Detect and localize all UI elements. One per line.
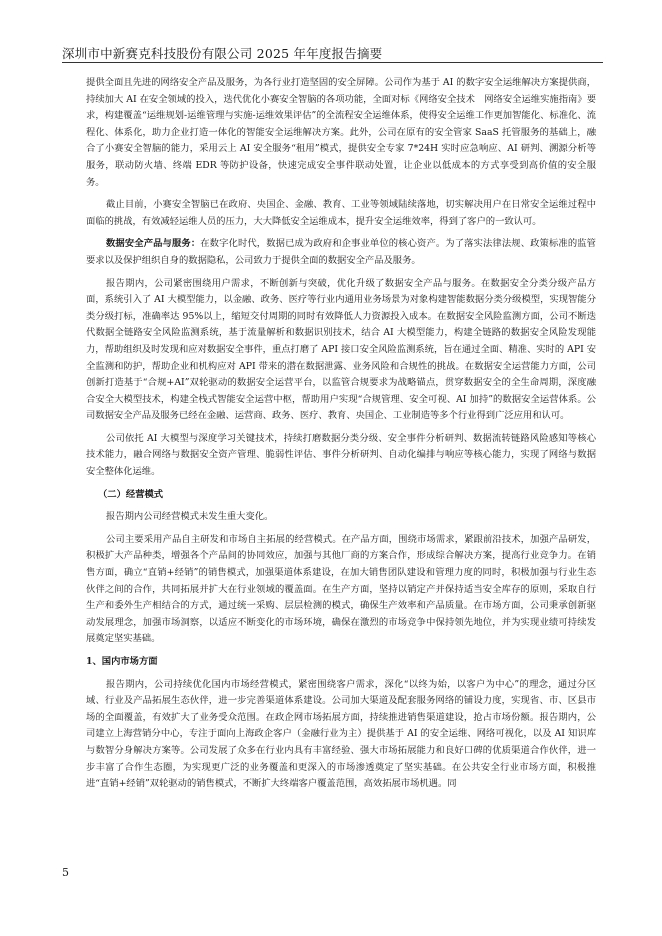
paragraph-data-security-products: 报告期内，公司紧密围绕用户需求，不断创新与突破，优化升级了数据安全产品与服务。在数据安全分类分级产品方面，系统引入了 AI 大模型能力，以金融、政务、医疗等行业内通用业务场景为对象构建智能数据分类分级模型，实现智能分类分级打标，准确率达 95%以上，缩短交付周期的同时有效降低人力资源投入成本。在数据安全风险监测方面，公司不断迭代数据全链路安全风险监测系统，基于流量解析和数据识别技术，结合 AI 大模型能力，构建全链路的数据安全风险发现能力，帮助组织及时发现和应对数据安全事件，重点打磨了 API 接口安全风险监测系统，旨在通过全面、精准、实时的 API 安全监测和防护，帮助企业和机构应对 API 带来的潜在数据泄露、业务风险和合规性的挑战。在数据安全运营能力方面，公司创新打造基于“合规+AI”双轮驱动的数据安全运营平台，以监管合规要求为战略锚点，贯穿数据安全的全生命周期，深度融合安全大模型技术，构建全栈式智能安全运营中枢，帮助用户实现“合规管理、安全可视、AI 加持”的数据安全运营体系。公司数据安全产品及服务已经在金融、运营商、政务、医疗、教育、央国企、工业制造等多个行业得到广泛应用和认可。 [86, 277, 596, 422]
paragraph-data-security-intro [86, 236, 596, 269]
page-number: 5 [62, 866, 69, 879]
section-heading-business-model: （二）经营模式 [98, 488, 164, 500]
paragraph-model-unchanged: 报告期内公司经营模式未发生重大变化。 [106, 511, 274, 523]
header-divider [62, 62, 603, 63]
paragraph-lead-text: 在数字化时代，数据已成为政府和企事业单位的核心资产。为了落实法律法规、政策标准的监管要求以及保护组织自身的数据隐私，公司致力于提供全面的数据安全产品及服务。 [86, 238, 596, 266]
paragraph-deployment: 截止目前，小赛安全智脑已在政府、央国企、金融、教育、工业等领域陆续落地，切实解决用户在日常安全运维过程中面临的挑战，有效减轻运维人员的压力，大大降低安全运维成本，提升安全运维效率，得到了客户的一致认可。 [86, 199, 596, 227]
paragraph-business-model: 公司主要采用产品自主研发和市场自主拓展的经营模式。在产品方面，围绕市场需求，紧跟前沿技术，加强产品研发，积极扩大产品种类，增强各个产品间的协同效应，加强与其他厂商的方案合作，形成综合解决方案，提高行业竞争力。在销售方面，确立“直销+经销”的销售模式，加强渠道体系建设，在加大销售团队建设和管理力度的同时，积极加强与行业生态伙伴之间的合作，共同拓展并扩大在行业领域的覆盖面。在生产方面，坚持以销定产并保持适当安全库存的原则，采取自行生产和委外生产相结合的方式，通过统一采购、层层检测的模式，确保生产效率和产品质量。在市场方面，公司秉承创新驱动发展理念，加强市场洞察，以适应不断变化的市场环境，确保在激烈的市场竞争中保持领先地位，并为实现业绩可持续发展奠定坚实基础。 [86, 533, 596, 645]
page-header-title: 深圳市中新赛克科技股份有限公司 2025 年年度报告摘要 [62, 46, 383, 61]
section-heading-domestic-market: 1、国内市场方面 [86, 656, 158, 667]
paragraph-security-ops: 提供全面且先进的网络安全产品及服务，为各行业打造坚固的安全屏障。公司作为基于 AI 的数字安全运维解决方案提供商，持续加大 AI 在安全领域的投入，迭代优化小赛安全智脑的各项功能，全面对标《网络安全技术 网络安全运维实施指南》要求，构建覆盖“运维规划-运维管理与实施-运维效果评估”的全流程安全运维体系，使得安全运维工作更加智能化、标准化、流程化、体系化，助力企业打造一体化的智能安全运维解决方案。此外，公司在原有的安全管家 SaaS 托管服务的基础上，融合了小赛安全智脑的能力，采用云上 AI 安全服务“租用”模式，提供安全专家 7*24H 实时应急响应、AI 研判、溯源分析等服务，联动防火墙、终端 EDR 等防护设备，快速完成安全事件联动处置，让企业以低成本的方式享受到高价值的安全服务。 [86, 77, 596, 188]
paragraph-lead-label: 数据安全产品与服务： [106, 238, 201, 250]
page-body [86, 75, 596, 799]
paragraph-domestic-market: 报告期内，公司持续优化国内市场经营模式，紧密围绕客户需求，深化“以终为始，以客户为中心”的理念，通过分区域、行业及产品拓展生态伙伴，进一步完善渠道体系建设。公司加大渠道及配套服务网络的铺设力度，实现省、市、区县市场的全面覆盖，有效扩大了业务受众范围。在政企网市场拓展方面，持续推进销售渠道建设，抢占市场份额。报告期内，公司建立上海营销分中心，专注于面向上海政企客户（金融行业为主）提供基于 AI 的安全运维、网络可视化，以及 AI 知识库与数智分身解决方案等。公司发展了众多在行业内具有丰富经验、强大市场拓展能力和良好口碑的优质渠道合作伙伴，进一步丰富了合作生态圈，为实现更广泛的业务覆盖和更深入的市场渗透奠定了坚实基础。在公共安全行业市场方面，积极推进“直销+经销”双轮驱动的销售模式，不断扩大终端客户覆盖范围，高效拓展市场机遇。同 [86, 678, 596, 790]
paragraph-ai-capabilities: 公司依托 AI 大模型与深度学习关键技术，持续打磨数据分类分级、安全事件分析研判、数据流转链路风险感知等核心技术能力，融合网络与数据安全资产管理、脆弱性评估、事件分析研判、自动化编排与响应等核心能力，实现了网络与数据安全整体化运维。 [86, 432, 596, 478]
